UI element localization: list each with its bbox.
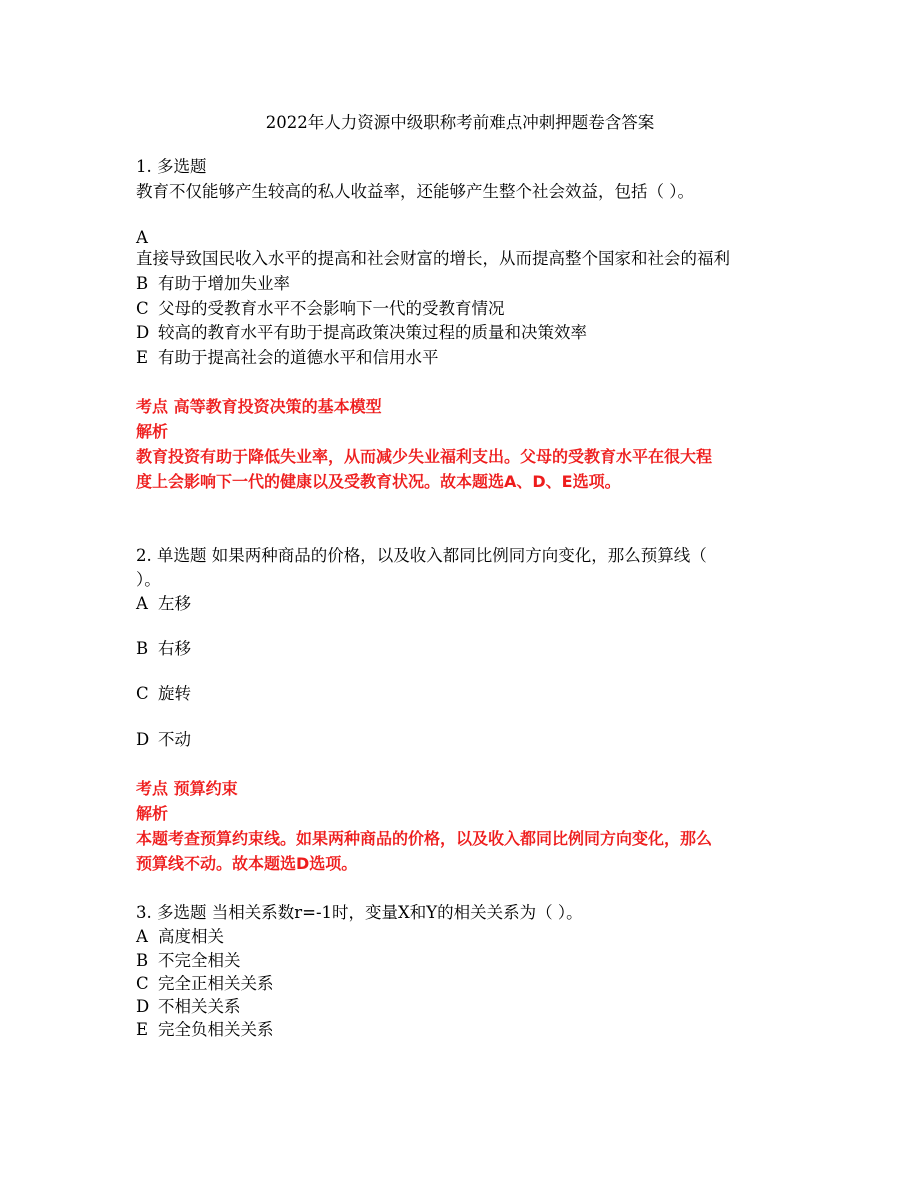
q2-jiexi-line2: 预算线不动。故本题选D选项。 bbox=[136, 854, 358, 873]
q3-option-a bbox=[136, 926, 224, 948]
q1-option-e bbox=[136, 347, 439, 369]
q1-kaodian: 考点 高等教育投资决策的基本模型 bbox=[136, 397, 382, 416]
option-text: 右移 bbox=[158, 639, 191, 658]
q2-jiexi-label: 解析 bbox=[136, 804, 169, 823]
option-letter: E bbox=[136, 348, 149, 367]
option-letter: A bbox=[136, 594, 148, 613]
option-letter: C bbox=[136, 974, 149, 993]
q3-option-d bbox=[136, 996, 241, 1018]
option-text: 有助于增加失业率 bbox=[158, 274, 290, 293]
option-letter: C bbox=[136, 684, 149, 703]
option-letter: B bbox=[136, 274, 149, 293]
q2-stem-line1: 2. 单选题 如果两种商品的价格，以及收入都同比例同方向变化，那么预算线（ bbox=[136, 546, 707, 565]
q2-option-c bbox=[136, 683, 191, 705]
option-letter: D bbox=[136, 730, 150, 749]
option-text: 完全负相关关系 bbox=[158, 1020, 274, 1039]
q1-option-c bbox=[136, 298, 505, 320]
option-text: 不动 bbox=[158, 730, 191, 749]
q2-stem-line2: ）。 bbox=[136, 570, 161, 589]
option-text: 较高的教育水平有助于提高政策决策过程的质量和决策效率 bbox=[158, 323, 587, 342]
q1-header: 1. 多选题 bbox=[136, 157, 207, 176]
option-text: 旋转 bbox=[158, 684, 191, 703]
q1-stem: 教育不仅能够产生较高的私人收益率，还能够产生整个社会效益，包括（ ）。 bbox=[136, 182, 694, 201]
option-letter: D bbox=[136, 997, 150, 1016]
q3-option-b bbox=[136, 950, 241, 972]
q2-kaodian: 考点 预算约束 bbox=[136, 779, 238, 798]
q2-option-d bbox=[136, 729, 191, 751]
q1-jiexi-line2: 度上会影响下一代的健康以及受教育状况。故本题选A、D、E选项。 bbox=[136, 472, 621, 491]
option-letter: C bbox=[136, 299, 149, 318]
q1-option-a-letter: A bbox=[136, 228, 148, 247]
q2-option-a bbox=[136, 593, 191, 615]
q1-jiexi-label: 解析 bbox=[136, 422, 169, 441]
option-text: 有助于提高社会的道德水平和信用水平 bbox=[158, 348, 439, 367]
option-text: 不完全相关 bbox=[158, 951, 241, 970]
option-letter: B bbox=[136, 639, 149, 658]
option-text: 父母的受教育水平不会影响下一代的受教育情况 bbox=[158, 299, 505, 318]
q1-option-d bbox=[136, 322, 587, 344]
option-text: 左移 bbox=[158, 594, 191, 613]
option-letter: B bbox=[136, 951, 149, 970]
option-letter: E bbox=[136, 1020, 149, 1039]
document-title: 2022年人力资源中级职称考前难点冲刺押题卷含答案 bbox=[265, 113, 655, 132]
q1-option-a-text: 直接导致国民收入水平的提高和社会财富的增长，从而提高整个国家和社会的福利 bbox=[136, 249, 730, 268]
q3-option-e bbox=[136, 1019, 274, 1041]
q1-jiexi-line1: 教育投资有助于降低失业率，从而减少失业福利支出。父母的受教育水平在很大程 bbox=[136, 447, 713, 466]
option-text: 高度相关 bbox=[158, 927, 224, 946]
q3-stem: 3. 多选题 当相关系数r=-1时，变量X和Y的相关关系为（ ）。 bbox=[136, 903, 583, 922]
q2-jiexi-line1: 本题考查预算约束线。如果两种商品的价格，以及收入都同比例同方向变化，那么 bbox=[136, 829, 713, 848]
q1-option-b bbox=[136, 273, 290, 295]
option-text: 完全正相关关系 bbox=[158, 974, 274, 993]
option-letter: D bbox=[136, 323, 150, 342]
option-letter: A bbox=[136, 927, 148, 946]
q2-option-b bbox=[136, 638, 191, 660]
option-text: 不相关关系 bbox=[158, 997, 241, 1016]
q3-option-c bbox=[136, 973, 274, 995]
